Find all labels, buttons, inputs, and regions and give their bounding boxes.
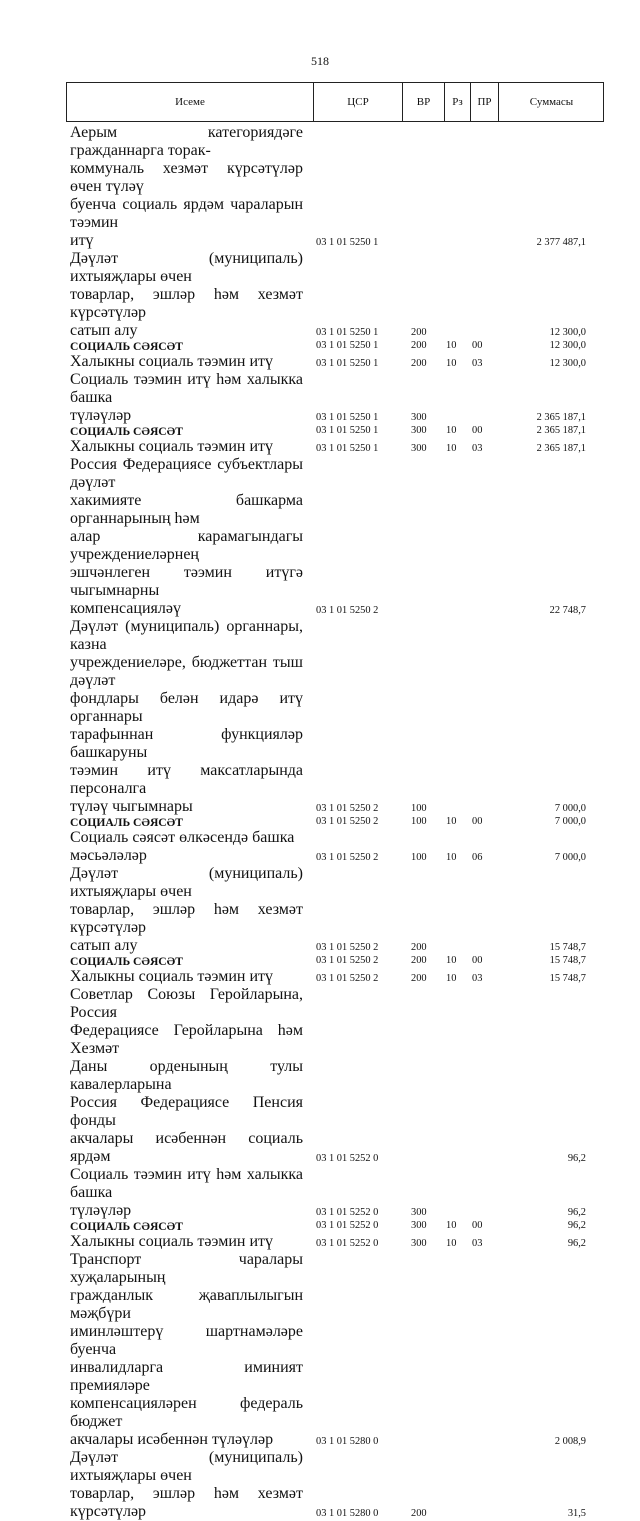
row-name-line: Социаль тәэмин итү һәм халыкка башка xyxy=(70,371,303,406)
row-name xyxy=(70,1220,303,1233)
row-name xyxy=(70,456,303,618)
row-rz: 10 xyxy=(446,955,457,967)
row-name-line: Дәүләт (муниципаль) органнары, казна xyxy=(70,618,303,653)
row-name-line: тәэмин итү максатларында персоналга xyxy=(70,762,303,797)
row-name-line: акчалары исәбеннән түләүләр xyxy=(70,1431,274,1448)
row-csr: 03 1 01 5250 2 xyxy=(316,852,379,864)
row-sum: 15 748,7 xyxy=(549,973,586,985)
row-csr: 03 1 01 5250 2 xyxy=(316,605,379,617)
row-vr: 300 xyxy=(411,1238,427,1250)
row-name-line: алар карамагындагы учреждениеләрнең xyxy=(70,528,303,563)
row-name-line: Социаль сәясәт өлкәсендә башка xyxy=(70,829,295,846)
row-name-line: эшчәнлеген тәэмин итүгә чыгымнарны xyxy=(70,564,303,599)
header-pr: ПР xyxy=(470,83,498,121)
table-row xyxy=(0,371,640,425)
table-row xyxy=(0,986,640,1166)
row-name-line: коммуналь хезмәт күрсәтүләр өчен түләү xyxy=(70,160,303,195)
row-name-line: товарлар, эшләр һәм хезмәт күрсәтүләр xyxy=(70,1485,303,1520)
row-csr: 03 1 01 5280 0 xyxy=(316,1436,379,1448)
row-vr: 200 xyxy=(411,358,427,370)
row-rz: 10 xyxy=(446,1238,457,1250)
row-vr: 200 xyxy=(411,327,427,339)
row-name xyxy=(70,1251,303,1449)
row-sum: 2 008,9 xyxy=(554,1436,586,1448)
row-name-line: Халыкны социаль тәэмин итү xyxy=(70,438,273,455)
row-name-line: Социаль тәэмин итү һәм халыкка башка xyxy=(70,1166,303,1201)
row-name-line: Халыкны социаль тәэмин итү xyxy=(70,353,273,370)
row-sum: 12 300,0 xyxy=(549,327,586,339)
table-row xyxy=(0,124,640,250)
row-name-line: СОЦИАЛЬ СӘЯСӘТ xyxy=(70,1220,183,1233)
table-row xyxy=(0,438,640,456)
row-vr: 300 xyxy=(411,443,427,455)
row-sum: 31,5 xyxy=(567,1508,586,1520)
row-name-line: акчалары исәбеннән социаль ярдәм xyxy=(70,1130,303,1165)
row-csr: 03 1 01 5250 1 xyxy=(316,237,379,249)
table-row xyxy=(0,618,640,816)
header-name: Исеме xyxy=(175,96,205,108)
row-csr: 03 1 01 5250 1 xyxy=(316,340,379,352)
row-rz: 10 xyxy=(446,425,457,437)
table-row xyxy=(0,816,640,829)
table-row xyxy=(0,353,640,371)
row-name-line: гражданлык җаваплылыгын мәҗбүри xyxy=(70,1287,303,1322)
row-name-line: түләүләр xyxy=(70,407,132,424)
row-name xyxy=(70,816,303,829)
row-name-line: фондлары белән идарә итү органнары xyxy=(70,690,303,725)
row-name-line: СОЦИАЛЬ СӘЯСӘТ xyxy=(70,340,183,353)
row-sum: 12 300,0 xyxy=(549,340,586,352)
row-name-line: мәсьәләләр xyxy=(70,847,147,864)
row-sum: 96,2 xyxy=(567,1220,586,1232)
row-name xyxy=(70,968,303,986)
row-name xyxy=(70,124,303,250)
row-sum: 2 377 487,1 xyxy=(536,237,586,249)
row-rz: 10 xyxy=(446,1220,457,1232)
row-name xyxy=(70,986,303,1166)
row-name-line: Федерациясе Геройларына һәм Хезмәт xyxy=(70,1022,303,1057)
row-pr: 06 xyxy=(472,852,483,864)
row-name-line: Россия Федерациясе субъектлары дәүләт xyxy=(70,456,303,491)
row-name-line: учреждениеләре, бюджеттан тыш дәүләт xyxy=(70,654,303,689)
row-sum: 2 365 187,1 xyxy=(536,443,586,455)
row-rz: 10 xyxy=(446,443,457,455)
row-csr: 03 1 01 5252 0 xyxy=(316,1238,379,1250)
header-csr: ЦСР xyxy=(313,83,402,121)
row-name xyxy=(70,1449,303,1521)
row-pr: 00 xyxy=(472,816,483,828)
row-name-line: СОЦИАЛЬ СӘЯСӘТ xyxy=(70,816,183,829)
row-name-line: Дәүләт (муниципаль) ихтыяҗлары өчен xyxy=(70,250,303,285)
row-csr: 03 1 01 5280 0 xyxy=(316,1508,379,1520)
table-row xyxy=(0,968,640,986)
row-name xyxy=(70,353,303,371)
row-pr: 00 xyxy=(472,340,483,352)
row-rz: 10 xyxy=(446,852,457,864)
table-header xyxy=(66,82,604,122)
table-row xyxy=(0,1166,640,1220)
row-pr: 03 xyxy=(472,1238,483,1250)
row-name-line: Даны орденының тулы кавалерларына xyxy=(70,1058,303,1093)
row-pr: 03 xyxy=(472,443,483,455)
header-vr: ВР xyxy=(402,83,444,121)
row-name xyxy=(70,829,303,865)
table-row xyxy=(0,1449,640,1521)
row-name-line: тарафыннан функцияләр башкаруны xyxy=(70,726,303,761)
row-pr: 00 xyxy=(472,955,483,967)
row-name-line: Аерым категориядәге гражданнарга торак- xyxy=(70,124,303,159)
row-sum: 2 365 187,1 xyxy=(536,425,586,437)
table-row xyxy=(0,865,640,955)
row-name xyxy=(70,955,303,968)
row-vr: 200 xyxy=(411,1508,427,1520)
row-name xyxy=(70,340,303,353)
header-sum: Суммасы xyxy=(498,83,604,121)
row-sum: 15 748,7 xyxy=(549,942,586,954)
row-sum: 96,2 xyxy=(567,1238,586,1250)
row-name xyxy=(70,1166,303,1220)
row-sum: 15 748,7 xyxy=(549,955,586,967)
row-csr: 03 1 01 5250 2 xyxy=(316,973,379,985)
row-name-line: компенсацияләрен федераль бюджет xyxy=(70,1395,303,1430)
row-csr: 03 1 01 5252 0 xyxy=(316,1220,379,1232)
row-vr: 200 xyxy=(411,955,427,967)
row-name-line: Халыкны социаль тәэмин итү xyxy=(70,968,273,985)
row-name-line: товарлар, эшләр һәм хезмәт күрсәтүләр xyxy=(70,286,303,321)
row-name-line: компенсацияләү xyxy=(70,600,181,617)
row-name-line: товарлар, эшләр һәм хезмәт күрсәтүләр xyxy=(70,901,303,936)
row-csr: 03 1 01 5252 0 xyxy=(316,1153,379,1165)
header-rz: Рз xyxy=(444,83,470,121)
row-name-line: Дәүләт (муниципаль) ихтыяҗлары өчен xyxy=(70,1449,303,1484)
row-csr: 03 1 01 5250 1 xyxy=(316,443,379,455)
row-csr: 03 1 01 5250 1 xyxy=(316,412,379,424)
row-vr: 200 xyxy=(411,340,427,352)
row-csr: 03 1 01 5250 2 xyxy=(316,955,379,967)
row-csr: 03 1 01 5250 1 xyxy=(316,425,379,437)
table-row xyxy=(0,829,640,865)
table-row xyxy=(0,1233,640,1251)
table-row xyxy=(0,1251,640,1449)
row-vr: 300 xyxy=(411,1207,427,1219)
row-name xyxy=(70,865,303,955)
row-rz: 10 xyxy=(446,973,457,985)
table-body xyxy=(0,124,640,1521)
row-name-line: итү xyxy=(70,232,94,249)
row-vr: 100 xyxy=(411,803,427,815)
row-name-line: Дәүләт (муниципаль) ихтыяҗлары өчен xyxy=(70,865,303,900)
row-name-line: хакимияте башкарма органнарының һәм xyxy=(70,492,303,527)
row-sum: 96,2 xyxy=(567,1207,586,1219)
row-csr: 03 1 01 5250 2 xyxy=(316,803,379,815)
row-name xyxy=(70,1233,303,1251)
row-vr: 100 xyxy=(411,816,427,828)
row-vr: 300 xyxy=(411,412,427,424)
row-name-line: Советлар Союзы Геройларына, Россия xyxy=(70,986,303,1021)
table-row xyxy=(0,955,640,968)
row-name-line: түләүләр xyxy=(70,1202,132,1219)
row-sum: 96,2 xyxy=(567,1153,586,1165)
row-sum: 7 000,0 xyxy=(554,816,586,828)
table-row xyxy=(0,1220,640,1233)
row-name-line: Россия Федерациясе Пенсия фонды xyxy=(70,1094,303,1129)
table-row xyxy=(0,340,640,353)
row-vr: 300 xyxy=(411,1220,427,1232)
row-name-line: инвалидларга иминият премияләре xyxy=(70,1359,303,1394)
row-vr: 200 xyxy=(411,973,427,985)
row-sum: 7 000,0 xyxy=(554,852,586,864)
row-csr: 03 1 01 5250 1 xyxy=(316,327,379,339)
row-csr: 03 1 01 5252 0 xyxy=(316,1207,379,1219)
row-name-line: буенча социаль ярдәм чараларын тәэмин xyxy=(70,196,303,231)
table-row xyxy=(0,456,640,618)
table-row xyxy=(0,250,640,340)
row-csr: 03 1 01 5250 1 xyxy=(316,358,379,370)
row-name-line: Транспорт чаралары хуҗаларының xyxy=(70,1251,303,1286)
row-vr: 100 xyxy=(411,852,427,864)
row-name xyxy=(70,618,303,816)
row-name xyxy=(70,250,303,340)
row-sum: 12 300,0 xyxy=(549,358,586,370)
row-name-line: сатып алу xyxy=(70,937,138,954)
row-pr: 03 xyxy=(472,973,483,985)
row-vr: 300 xyxy=(411,425,427,437)
row-name-line: Халыкны социаль тәэмин итү xyxy=(70,1233,273,1250)
row-sum: 7 000,0 xyxy=(554,803,586,815)
table-row xyxy=(0,425,640,438)
row-csr: 03 1 01 5250 2 xyxy=(316,816,379,828)
row-name-line: СОЦИАЛЬ СӘЯСӘТ xyxy=(70,955,183,968)
row-name xyxy=(70,425,303,438)
row-name xyxy=(70,371,303,425)
row-vr: 200 xyxy=(411,942,427,954)
row-pr: 00 xyxy=(472,425,483,437)
row-sum: 22 748,7 xyxy=(549,605,586,617)
page-number: 518 xyxy=(311,54,329,68)
row-pr: 00 xyxy=(472,1220,483,1232)
row-pr: 03 xyxy=(472,358,483,370)
row-rz: 10 xyxy=(446,816,457,828)
row-csr: 03 1 01 5250 2 xyxy=(316,942,379,954)
row-rz: 10 xyxy=(446,358,457,370)
row-name-line: иминләштерү шартнамәләре буенча xyxy=(70,1323,303,1358)
row-name-line: түләү чыгымнары xyxy=(70,798,193,815)
row-rz: 10 xyxy=(446,340,457,352)
row-name-line: сатып алу xyxy=(70,322,138,339)
row-name-line: СОЦИАЛЬ СӘЯСӘТ xyxy=(70,425,183,438)
row-sum: 2 365 187,1 xyxy=(536,412,586,424)
row-name xyxy=(70,438,303,456)
